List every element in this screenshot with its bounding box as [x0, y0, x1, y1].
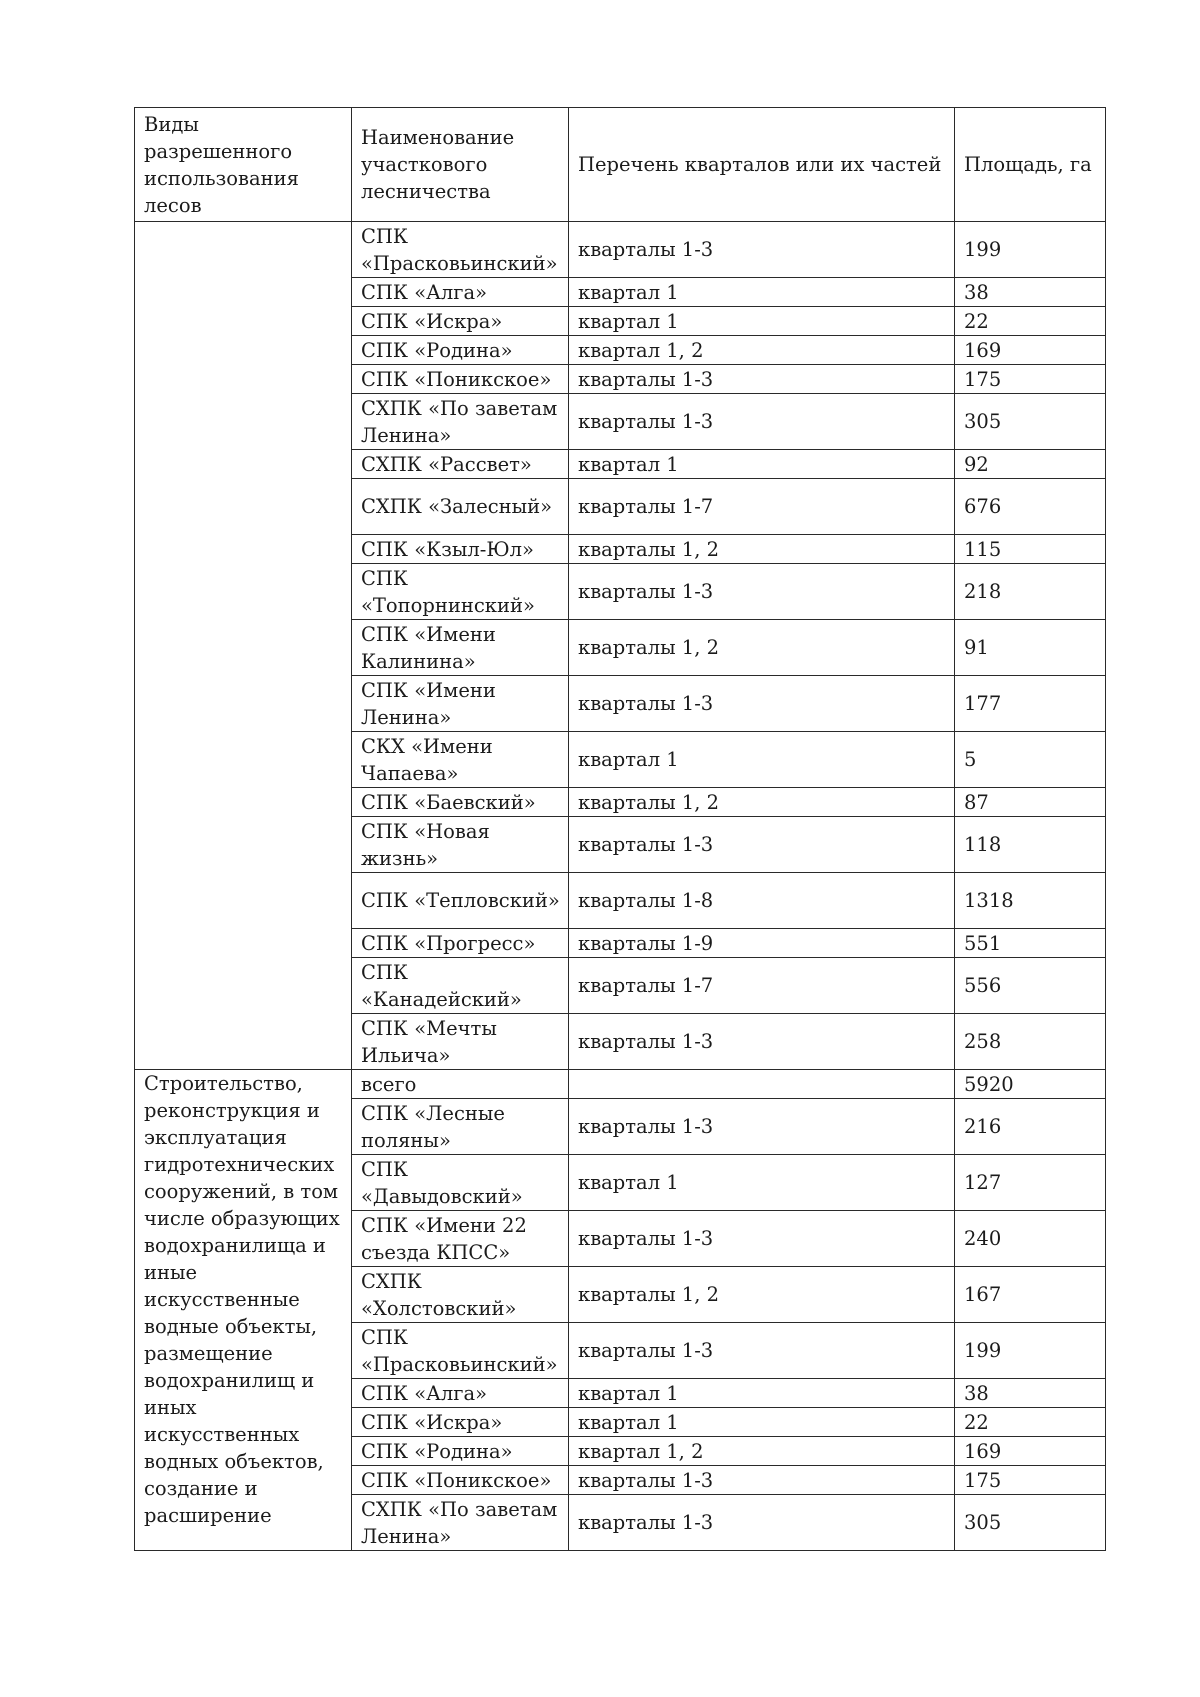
forest-use-table	[134, 107, 1106, 1551]
area-cell: 38	[955, 1379, 1106, 1408]
forestry-cell: СПК «Топорнинский»	[352, 564, 569, 620]
area-cell: 22	[955, 307, 1106, 336]
area-cell: 199	[955, 1323, 1106, 1379]
forestry-cell: СПК «Баевский»	[352, 788, 569, 817]
area-cell: 240	[955, 1211, 1106, 1267]
quarters-cell: квартал 1, 2	[569, 1437, 955, 1466]
area-cell: 258	[955, 1014, 1106, 1070]
area-cell: 127	[955, 1155, 1106, 1211]
quarters-cell: кварталы 1, 2	[569, 620, 955, 676]
forestry-cell: СПК «Имени Ленина»	[352, 676, 569, 732]
quarters-cell: кварталы 1-3	[569, 222, 955, 278]
table-row	[135, 222, 1106, 278]
area-cell: 676	[955, 479, 1106, 535]
quarters-cell: квартал 1	[569, 450, 955, 479]
area-cell: 305	[955, 394, 1106, 450]
forestry-cell: СХПК «По заветам Ленина»	[352, 1495, 569, 1551]
forestry-cell: СПК «Лесные поляны»	[352, 1099, 569, 1155]
forestry-cell: СПК «Кзыл-Юл»	[352, 535, 569, 564]
header-quarters: Перечень кварталов или их частей	[569, 108, 955, 222]
quarters-cell: кварталы 1-3	[569, 1323, 955, 1379]
area-cell: 92	[955, 450, 1106, 479]
forestry-cell: СХПК «Залесный»	[352, 479, 569, 535]
quarters-cell: кварталы 1-3	[569, 1466, 955, 1495]
header-area: Площадь, га	[955, 108, 1106, 222]
area-cell: 38	[955, 278, 1106, 307]
quarters-cell: кварталы 1-3	[569, 817, 955, 873]
forestry-cell: СПК «Алга»	[352, 1379, 569, 1408]
quarters-cell: кварталы 1-8	[569, 873, 955, 929]
area-cell: 22	[955, 1408, 1106, 1437]
forestry-cell: СХПК «По заветам Ленина»	[352, 394, 569, 450]
area-cell: 175	[955, 1466, 1106, 1495]
table-body	[135, 222, 1106, 1551]
quarters-cell	[569, 1070, 955, 1099]
area-cell: 118	[955, 817, 1106, 873]
area-cell: 115	[955, 535, 1106, 564]
forestry-cell: СПК «Новая жизнь»	[352, 817, 569, 873]
area-cell: 177	[955, 676, 1106, 732]
area-cell: 305	[955, 1495, 1106, 1551]
forestry-cell: СПК «Прасковьинский»	[352, 222, 569, 278]
quarters-cell: кварталы 1-3	[569, 564, 955, 620]
forestry-cell: всего	[352, 1070, 569, 1099]
forestry-cell: СПК «Алга»	[352, 278, 569, 307]
area-cell: 551	[955, 929, 1106, 958]
quarters-cell: кварталы 1-3	[569, 1014, 955, 1070]
use-type-cell	[135, 222, 352, 1070]
area-cell: 199	[955, 222, 1106, 278]
quarters-cell: кварталы 1-3	[569, 365, 955, 394]
area-cell: 5	[955, 732, 1106, 788]
forestry-cell: СПК «Мечты Ильича»	[352, 1014, 569, 1070]
quarters-cell: кварталы 1, 2	[569, 535, 955, 564]
area-cell: 1318	[955, 873, 1106, 929]
area-cell: 218	[955, 564, 1106, 620]
area-cell: 169	[955, 336, 1106, 365]
quarters-cell: кварталы 1, 2	[569, 1267, 955, 1323]
forestry-cell: СПК «Поникское»	[352, 365, 569, 394]
forestry-cell: СПК «Поникское»	[352, 1466, 569, 1495]
forestry-cell: СПК «Имени 22 съезда КПСС»	[352, 1211, 569, 1267]
quarters-cell: кварталы 1-3	[569, 1099, 955, 1155]
area-cell: 5920	[955, 1070, 1106, 1099]
area-cell: 169	[955, 1437, 1106, 1466]
quarters-cell: квартал 1	[569, 732, 955, 788]
quarters-cell: кварталы 1-7	[569, 958, 955, 1014]
forestry-cell: СПК «Тепловский»	[352, 873, 569, 929]
quarters-cell: кварталы 1, 2	[569, 788, 955, 817]
quarters-cell: квартал 1	[569, 1408, 955, 1437]
forestry-cell: СПК «Родина»	[352, 336, 569, 365]
forestry-cell: СПК «Искра»	[352, 307, 569, 336]
forestry-cell: СХПК «Рассвет»	[352, 450, 569, 479]
quarters-cell: квартал 1	[569, 1155, 955, 1211]
quarters-cell: кварталы 1-9	[569, 929, 955, 958]
forestry-cell: СПК «Имени Калинина»	[352, 620, 569, 676]
area-cell: 167	[955, 1267, 1106, 1323]
forestry-cell: СКХ «Имени Чапаева»	[352, 732, 569, 788]
quarters-cell: кварталы 1-3	[569, 1495, 955, 1551]
quarters-cell: квартал 1	[569, 307, 955, 336]
quarters-cell: квартал 1	[569, 278, 955, 307]
use-type-cell: Строительство, реконструкция и эксплуатация гидротехнических сооружений, в том числе образующих водохранилища и иные искусственные водные объекты, размещение водохранилищ и иных искусственных водных объектов, создание и расширение	[135, 1070, 352, 1551]
forestry-cell: СПК «Давыдовский»	[352, 1155, 569, 1211]
forestry-cell: СПК «Прасковьинский»	[352, 1323, 569, 1379]
area-cell: 556	[955, 958, 1106, 1014]
header-forestry: Наименование участкового лесничества	[352, 108, 569, 222]
quarters-cell: квартал 1	[569, 1379, 955, 1408]
forestry-cell: СХПК «Холстовский»	[352, 1267, 569, 1323]
area-cell: 216	[955, 1099, 1106, 1155]
header-use-type: Виды разрешенного использования лесов	[135, 108, 352, 222]
forestry-cell: СПК «Прогресс»	[352, 929, 569, 958]
area-cell: 87	[955, 788, 1106, 817]
area-cell: 175	[955, 365, 1106, 394]
table-header-row	[135, 108, 1106, 222]
quarters-cell: кварталы 1-3	[569, 676, 955, 732]
area-cell: 91	[955, 620, 1106, 676]
forestry-cell: СПК «Искра»	[352, 1408, 569, 1437]
quarters-cell: кварталы 1-3	[569, 394, 955, 450]
quarters-cell: кварталы 1-3	[569, 1211, 955, 1267]
table-row	[135, 1070, 1106, 1099]
forestry-cell: СПК «Родина»	[352, 1437, 569, 1466]
quarters-cell: квартал 1, 2	[569, 336, 955, 365]
forestry-cell: СПК «Канадейский»	[352, 958, 569, 1014]
quarters-cell: кварталы 1-7	[569, 479, 955, 535]
